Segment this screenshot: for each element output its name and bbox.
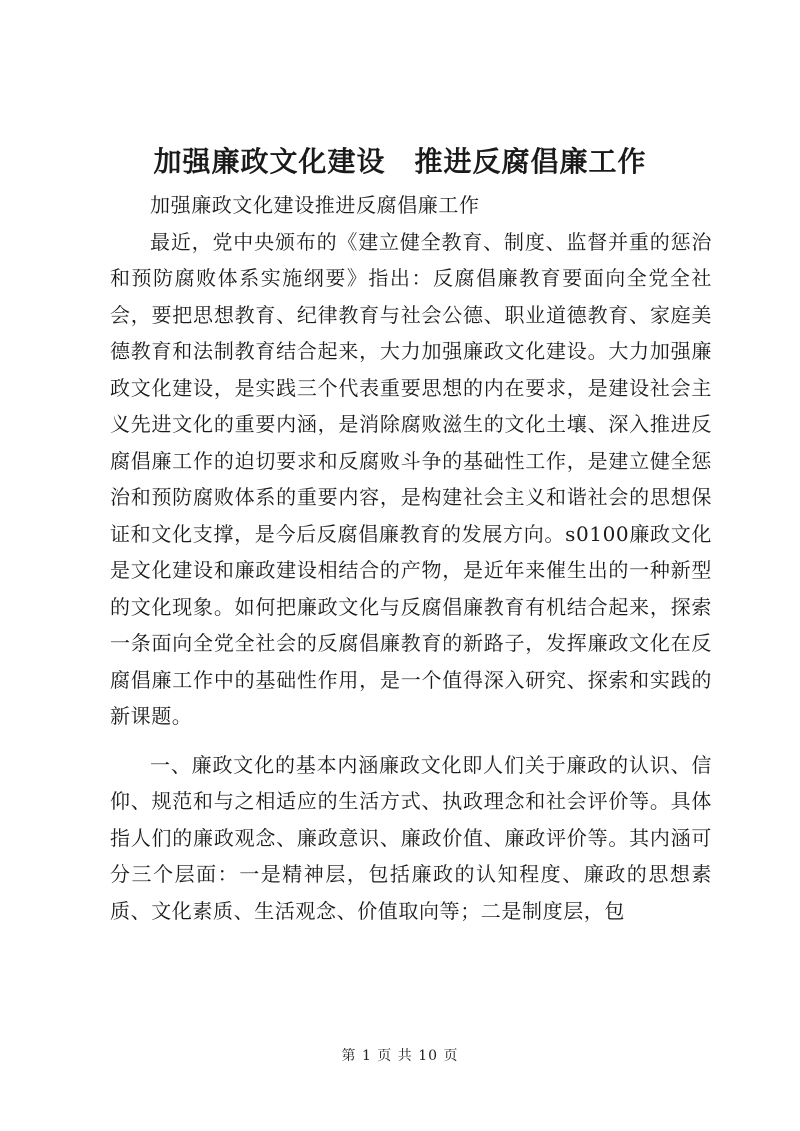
page-number-footer: 第 1 页 共 10 页 — [341, 1048, 459, 1064]
subtitle-paragraph: 加强廉政文化建设推进反腐倡廉工作 — [150, 193, 480, 217]
body-paragraph-1: 最近，党中央颁布的《建立健全教育、制度、监督并重的惩治和预防腐败体系实施纲要》指出：反腐倡廉教育要面向全党全社会，要把思想教育、纪律教育与社会公德、职业道德教育、家庭美德教育和法制教育结合起来，大力加强廉政文化建设。大力加强廉政文化建设，是实践三个代表重要思想的内在要求，是建设社会主义先进文化的重要内涵，是消除腐败滋生的文化土壤、深入推进反腐倡廉工作的迫切要求和反腐败斗争的基础性工作，是建立健全惩治和预防腐败体系的重要内容，是构建社会主义和谐社会的思想保证和文化支撑，是今后反腐倡廉教育的发展方向。s0100廉政文化是文化建设和廉政建设相结合的产物，是近年来催生出的一种新型的文化现象。如何把廉政文化与反腐倡廉教育有机结合起来，探索一条面向全党全社会的反腐倡廉教育的新路子，发挥廉政文化在反腐倡廉工作中的基础性作用，是一个值得深入研究、探索和实践的新课题。 — [110, 229, 712, 728]
document-body — [110, 187, 712, 929]
document-title: 加强廉政文化建设 推进反腐倡廉工作 — [153, 145, 647, 178]
body-paragraph-2: 一、廉政文化的基本内涵廉政文化即人们关于廉政的认识、信仰、规范和与之相适应的生活方式、执政理念和社会评价等。具体指人们的廉政观念、廉政意识、廉政价值、廉政评价等。其内涵可分三个层面：一是精神层，包括廉政的认知程度、廉政的思想素质、文化素质、生活观念、价值取向等；二是制度层，包 — [110, 752, 712, 923]
